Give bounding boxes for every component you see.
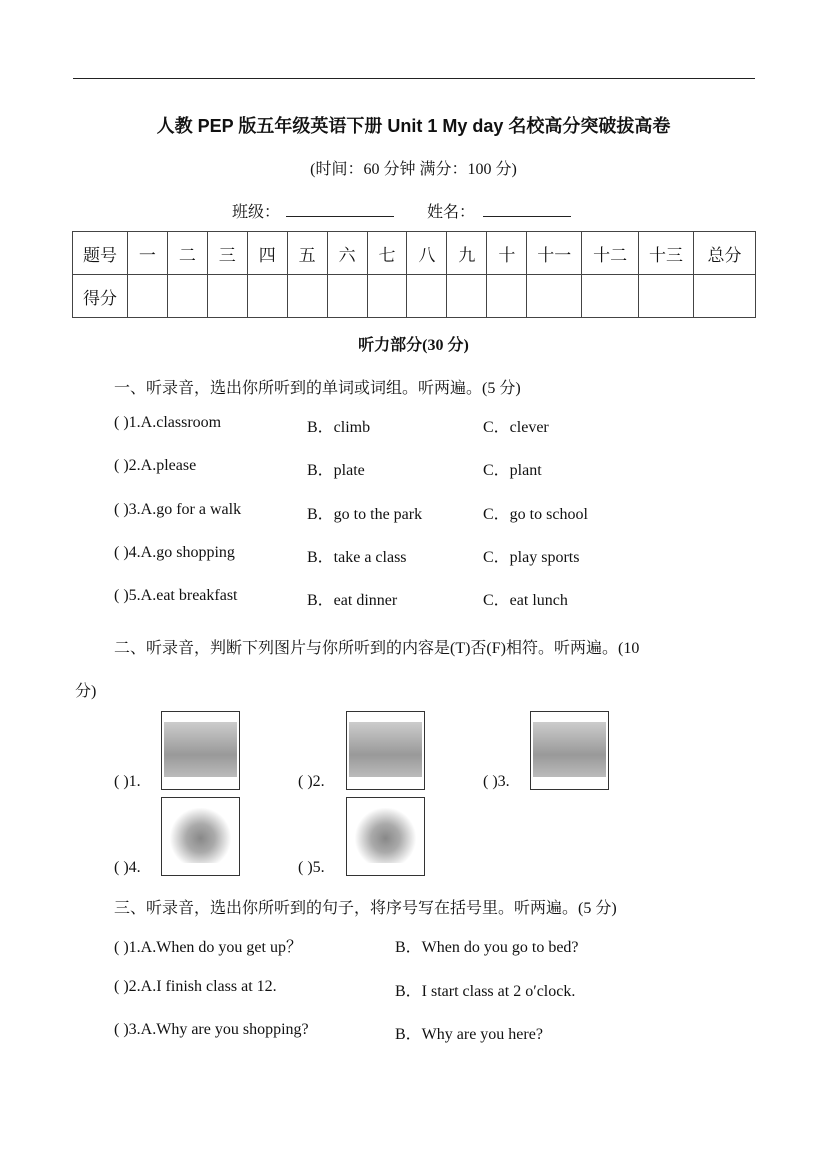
score-input-cell[interactable] (582, 275, 639, 318)
score-input-cell[interactable] (207, 275, 247, 318)
section2-title-cont: 分) (75, 683, 97, 700)
sentence-option-a: ( )3.A.Why are you shopping? (114, 1021, 309, 1038)
class-field[interactable] (232, 199, 394, 222)
score-table (72, 231, 756, 318)
score-input-cell[interactable] (287, 275, 327, 318)
question-option-c: C．eat lunch (483, 592, 568, 610)
listening-heading: 听力部分(30 分) (358, 337, 469, 354)
score-header-cell: 七 (367, 232, 407, 275)
score-header-cell: 十三 (639, 232, 694, 275)
sentence-option-a: ( )1.A.When do you get up？ (114, 939, 302, 956)
score-input-cell[interactable] (693, 275, 755, 318)
question-option-a: ( )2.A.please (114, 457, 197, 475)
picture-2 (346, 711, 425, 790)
illustration-image (349, 808, 422, 863)
score-input-cell[interactable] (327, 275, 367, 318)
score-input-cell[interactable] (247, 275, 287, 318)
name-field[interactable] (427, 199, 571, 222)
sentence-option-b: B．I start class at 2 o′clock. (395, 982, 576, 1000)
score-input-cell[interactable] (367, 275, 407, 318)
score-header-cell: 题号 (73, 232, 128, 275)
question-option-b: B．climb (307, 419, 371, 436)
question-option-b: B．plate (307, 462, 365, 480)
score-header-cell: 十 (487, 232, 527, 275)
question-option-c: C．go to school (483, 505, 588, 523)
score-input-cell[interactable] (447, 275, 487, 318)
question-option-b: B．eat dinner (307, 592, 398, 610)
score-input-cell[interactable] (127, 275, 167, 318)
score-row (73, 275, 756, 318)
section1-title: 一、听录音，选出你所听到的单词或词组。听两遍。(5 分) (114, 380, 521, 397)
class-label: 班级： (232, 204, 281, 221)
question-option-a: ( )5.A.eat breakfast (114, 587, 238, 605)
sentence-option-b: B．When do you go to bed? (395, 939, 579, 956)
illustration-image (164, 808, 237, 863)
question-option-b: B．go to the park (307, 505, 423, 523)
question-option-a: ( )3.A.go for a walk (114, 500, 242, 518)
score-header-cell: 八 (407, 232, 447, 275)
picture-3 (530, 711, 609, 790)
score-input-cell[interactable] (639, 275, 694, 318)
page-title: 人教 PEP 版五年级英语下册 Unit 1 My day 名校高分突破拔高卷 (156, 116, 671, 136)
score-header-cell: 十二 (582, 232, 639, 275)
picture-item-label: ( )5. (298, 859, 325, 876)
score-row-label: 得分 (73, 275, 128, 318)
picture-item-label: ( )2. (298, 773, 325, 790)
score-input-cell[interactable] (527, 275, 582, 318)
score-header-row (73, 232, 756, 275)
score-header-cell: 三 (207, 232, 247, 275)
score-input-cell[interactable] (487, 275, 527, 318)
question-option-a: ( )1.A.classroom (114, 414, 222, 431)
question-option-c: C．play sports (483, 548, 580, 566)
picture-item-label: ( )4. (114, 859, 141, 876)
sentence-option-b: B．Why are you here? (395, 1026, 543, 1043)
picture-item-label: ( )1. (114, 773, 141, 790)
score-header-cell: 九 (447, 232, 487, 275)
illustration-image (349, 722, 422, 777)
section3-title: 三、听录音，选出你所听到的句子，将序号写在括号里。听两遍。(5 分) (114, 900, 617, 917)
question-option-c: C．clever (483, 419, 549, 436)
score-input-cell[interactable] (407, 275, 447, 318)
picture-1 (161, 711, 240, 790)
score-header-cell: 二 (167, 232, 207, 275)
picture-item-label: ( )3. (483, 773, 510, 790)
sentence-option-a: ( )2.A.I finish class at 12. (114, 977, 277, 995)
question-option-b: B．take a class (307, 548, 407, 566)
question-option-c: C．plant (483, 462, 542, 480)
score-header-cell: 一 (127, 232, 167, 275)
illustration-image (164, 722, 237, 777)
illustration-image (533, 722, 606, 777)
score-header-cell: 四 (247, 232, 287, 275)
score-header-cell: 五 (287, 232, 327, 275)
section2-title: 二、听录音，判断下列图片与你所听到的内容是(T)否(F)相符。听两遍。(10 (114, 640, 640, 657)
name-label: 姓名： (427, 204, 476, 221)
picture-5 (346, 797, 425, 876)
question-option-a: ( )4.A.go shopping (114, 543, 235, 561)
header-rule (73, 78, 755, 79)
exam-info: (时间：60 分钟 满分：100 分) (310, 161, 517, 178)
score-input-cell[interactable] (167, 275, 207, 318)
picture-4 (161, 797, 240, 876)
score-header-cell: 十一 (527, 232, 582, 275)
score-header-cell: 六 (327, 232, 367, 275)
score-header-cell: 总分 (693, 232, 755, 275)
